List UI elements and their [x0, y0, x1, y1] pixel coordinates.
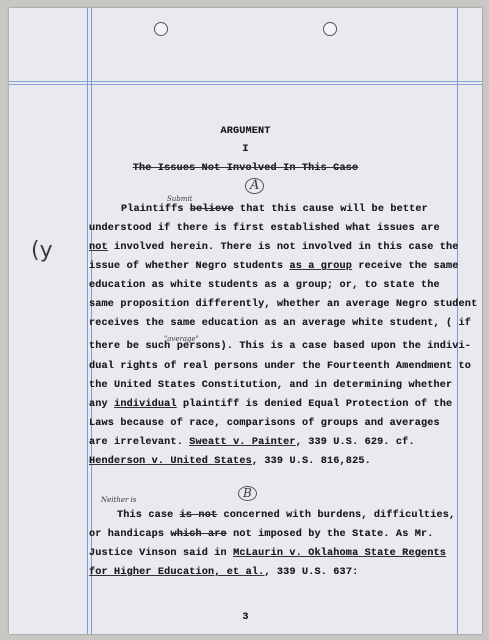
text-run: This case [117, 510, 180, 521]
page-number: 3 [242, 612, 249, 623]
text-run: that this cause will be better [233, 204, 428, 215]
para1-line8: there be such persons). This is a case based upon the indivi- [89, 341, 472, 352]
text-run: are irrelevant. [89, 437, 190, 448]
text-run: , 339 U.S. 637: [264, 567, 359, 578]
header-rule-double [9, 84, 482, 85]
underlined-text: individual [114, 399, 177, 410]
text-run: involved herein. There is not involved in this case the [107, 242, 459, 253]
struck-text: believe [189, 204, 234, 215]
underlined-text: as a group [289, 261, 353, 272]
text-run: concerned with burdens, difficulties, [217, 510, 456, 521]
struck-text: is not [179, 510, 218, 521]
handwritten-submit: Submit [167, 195, 193, 203]
para1-line7: receives the same education as an average white student, ( if [89, 318, 472, 329]
handwritten-neither-is: Neither is [101, 496, 137, 504]
para1-line5: education as white students as a group; or, to state the [89, 280, 440, 291]
text-run: plaintiff is denied Equal Protection of the [176, 399, 453, 410]
header-rule [9, 81, 482, 82]
para2-line4 [89, 567, 358, 578]
case-citation: for Higher Education, et al. [89, 567, 265, 578]
text-run: Plaintiffs [121, 204, 190, 215]
para1-line3 [89, 242, 459, 253]
document-page [9, 8, 482, 634]
para1-line1 [121, 204, 428, 215]
para1-line9: dual rights of real persons under the Fourteenth Amendment to [89, 361, 472, 372]
text-run: not imposed by the State. As Mr. [226, 529, 434, 540]
para1-line6: same proposition differently, whether an average Negro student [89, 299, 478, 310]
para1-line2: understood if there is first established what issues are [89, 223, 440, 234]
para1-line14 [89, 456, 371, 467]
margin-rule-left [87, 8, 88, 634]
subsection-a-mark: A [245, 178, 264, 194]
underlined-text: not [89, 242, 108, 253]
struck-text: which are [170, 529, 227, 540]
section-title: The Issues Not Involved In This Case [132, 163, 359, 174]
para1-line11 [89, 399, 452, 410]
case-citation: Sweatt v. Painter [189, 437, 296, 448]
handwritten-average: "average" [164, 335, 199, 343]
text-run: any [89, 399, 115, 410]
para1-line13 [89, 437, 415, 448]
text-run: or handicaps [89, 529, 171, 540]
punch-hole-left [154, 22, 168, 36]
text-run: issue of whether Negro students [89, 261, 290, 272]
punch-hole-right [323, 22, 337, 36]
case-citation: McLaurin v. Oklahoma State Regents [233, 548, 447, 559]
heading: ARGUMENT [220, 126, 271, 137]
para1-line12: Laws because of race, comparisons of groups and averages [89, 418, 440, 429]
para2-line1 [117, 510, 455, 521]
case-citation: Henderson v. United States [89, 456, 252, 467]
text-run: Justice Vinson said in [89, 548, 234, 559]
section-number: I [242, 144, 249, 155]
text-run: , 339 U.S. 629. cf. [295, 437, 415, 448]
text-run: receive the same [352, 261, 459, 272]
para2-line3 [89, 548, 446, 559]
margin-mark: (y [31, 238, 53, 263]
subsection-b-mark: B [238, 486, 257, 501]
text-run: , 339 U.S. 816,825. [251, 456, 371, 467]
para2-line2 [89, 529, 434, 540]
para1-line4 [89, 261, 459, 272]
para1-line10: the United States Constitution, and in determining whether [89, 380, 453, 391]
